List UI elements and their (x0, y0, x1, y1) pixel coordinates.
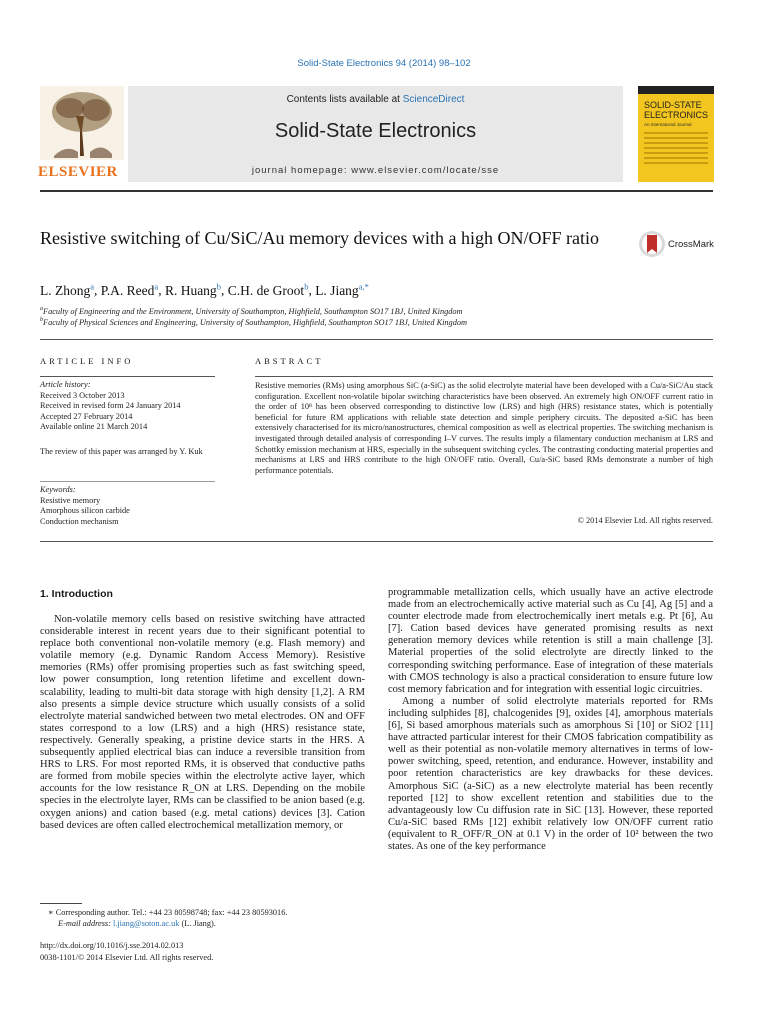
author[interactable]: P.A. Reed$^a$ (100, 281, 159, 298)
keyword-item: Amorphous silicon carbide (40, 506, 130, 516)
corresponding-author-note: ∗ Corresponding author. Tel.: +44 23 80598748; fax: +44 23 80593016. (48, 908, 288, 917)
review-note: The review of this paper was arranged by Y. Kuk (40, 447, 203, 456)
body-right-column (388, 587, 713, 853)
history-online: Available online 21 March 2014 (40, 422, 148, 432)
doi-link[interactable]: http://dx.doi.org/10.1016/j.sse.2014.02.013 (40, 941, 184, 950)
article-history (40, 380, 215, 433)
paragraph: programmable metallization cells, which usually have an active electrode made from an electrochemically active material such as Cu [4], Ag [5] and a counter electrode made from electrochemically inert metals e.g. Pt [6], Au [7]. Cation based devices have generated promising results as next generation memory devices while retention is still a main challenge [3]. Material properties of the solid electrolyte are directly linked to the corresponding switching performance. Ease of integration of these materials with CMOS technology is also a practical consideration to ensure future low cost memory fabrication and for integration with essential logic circuitries. (388, 587, 713, 695)
email-line: E-mail address: l.jiang@soton.ac.uk (L. Jiang). (58, 919, 216, 928)
keywords-rule (40, 481, 215, 482)
contents-prefix: Contents lists available at (286, 94, 403, 105)
history-label: Article history: (40, 380, 91, 389)
crossmark-icon[interactable] (638, 230, 666, 258)
contents-line (128, 94, 623, 105)
header-rule (40, 190, 713, 192)
section-heading-introduction: 1. Introduction (40, 588, 113, 600)
elsevier-wordmark: ELSEVIER (38, 164, 118, 180)
journal-citation[interactable]: Solid-State Electronics 94 (2014) 98–102 (297, 58, 471, 69)
journal-cover-image (638, 86, 714, 182)
issn-line: 0038-1101/© 2014 Elsevier Ltd. All rights reserved. (40, 953, 214, 962)
keywords-label: Keywords: (40, 485, 76, 494)
journal-title: Solid-State Electronics (274, 120, 477, 142)
paper-title: Resistive switching of Cu/SiC/Au memory devices with a high ON/OFF ratio (40, 228, 599, 248)
author-list: L. Zhong$^a$, P.A. Reed$^a$, R. Huang$^b$, C.H. de Groot$^b$, L. Jiang$^{a,*}$ (40, 281, 369, 298)
cover-subtitle: An International Journal (644, 122, 692, 127)
abstract-text: Resistive memories (RMs) using amorphous SiC (a-SiC) as the solid electrolyte material have been developed with a Cu/a-SiC/Au stack configuration. Excellent non-volatile bipolar switching characteristics have been observed. An extremely high ON/OFF current ratio in the order of 10⁸ has been observed corresponding to distinctive low (LRS) and high (HRS) resistance states, which is potentially beneficial for future RM applications with reliable state detection and simple periphery circuits. The deposited a-SiC has been extensively characterised for its micro/nanostructures, chemical composition as well as electrical properties. The switching mechanism is investigated through detailed analysis of corresponding I–V curves. The results imply a filamentary conduction mechanism at LRS and Schottky emission mechanism at HRS, especially in the subsequent switching cycles. The contrasting conducting material properties and mechanisms at LRS and HRS contribute to the high ON/OFF ratio. Overall, Cu/a-SiC based RMs demonstrate a number of high performance potentials. (255, 381, 713, 475)
article-info-rule (40, 376, 215, 377)
crossmark-label[interactable]: CrossMark (668, 239, 714, 250)
author[interactable]: L. Zhong$^a$ (40, 281, 95, 298)
paragraph: Among a number of solid electrolyte materials reported for RMs including sulphides [8], chalcogenides [9], oxides [4], amorphous materials [6], Si based amorphous materials such as amorphous Si [10] or SiO2 [11] have attracted particular interest for their CMOS fabrication compatibility as well as their potential as non-volatile memory alternatives in terms of low-power switching, speed, retention, and endurance. However, instability and poor retention characteristics are key drawbacks for these devices. Amorphous SiC (a-SiC) as a new electrolyte material has been recently reported [12] to show excellent retention and stabilities due to the advantageously low Cu diffusion rate in SiC [13]. However, these reported Cu/a-SiC based RMs [12] exhibit relatively low ON/OFF current ratio (equivalent to R_OFF/R_ON at 0.1 V) in the order of 10² between the two states. As one of the key performance (388, 695, 713, 852)
email-link[interactable]: l.jiang@soton.ac.uk (113, 919, 180, 928)
affiliation-a: $^a$Faculty of Engineering and the Environment, University of Southampton, Highfield, Southampton SO17 1BJ, United Kingdom (40, 306, 463, 316)
author[interactable]: C.H. de Groot$^b$ (227, 281, 309, 298)
keyword-item: Conduction mechanism (40, 516, 119, 526)
history-revised: Received in revised form 24 January 2014 (40, 401, 181, 411)
author[interactable]: L. Jiang$^{a,*}$ (315, 281, 369, 298)
abstract-bottom-rule (40, 541, 713, 542)
history-accepted: Accepted 27 February 2014 (40, 411, 133, 421)
paragraph: Non-volatile memory cells based on resistive switching have attracted considerable interest in recent years due to their significant potential to replace both conventional non-volatile memory (e.g. Flash memory) and volatile memory (e.g. Dynamic Random Access Memory). Resistive memories (RMs) offer promising properties such as fast switching speed, low power consumption, long retention lifetime and excellent down-scalability, leading to multi-bit data storage with high density [1,2]. A RM also presents a simple device structure which usually consists of a solid electrolyte material sandwiched between two metal electrodes. ON and OFF states correspond to a low (LRS) and a high (HRS) resistance state, respectively. Generally speaking, a pristine device starts in the HRS. A subsequently applied electrical bias can induce a reversible transition from HRS to LRS. For most reported RMs, it is observed that conductive paths are formed from mobile species within the electrolyte active layer, which accounts for the low resistance R_ON at LRS. Depending on the mobile species in the electrolyte layer, RMs can be classified to be anion based (e.g. oxygen anions) and cation based (e.g. metal cations) devices [3]. Cation based devices are often called electrochemical metallization memory, or (40, 614, 365, 831)
author[interactable]: R. Huang$^b$ (164, 281, 221, 298)
keyword-item: Resistive memory (40, 495, 101, 505)
body-left-column (40, 614, 365, 832)
abstract-heading: ABSTRACT (255, 356, 324, 366)
abstract-rule (255, 376, 713, 377)
abstract-copyright: © 2014 Elsevier Ltd. All rights reserved. (577, 516, 713, 525)
journal-homepage[interactable]: journal homepage: www.elsevier.com/locate/sse (251, 165, 500, 176)
history-received: Received 3 October 2013 (40, 390, 125, 400)
article-info-heading: ARTICLE INFO (40, 356, 134, 366)
affiliation-b: $^b$Faculty of Physical Sciences and Engineering, University of Southampton, Highfield, Southampton SO17 1BJ, United Kingdom (40, 317, 467, 327)
title-rule (40, 339, 713, 340)
cover-title: SOLID-STATE ELECTRONICS (644, 100, 709, 120)
sciencedirect-link[interactable]: ScienceDirect (402, 94, 465, 105)
footnote-rule (40, 903, 82, 904)
keywords (40, 485, 215, 527)
